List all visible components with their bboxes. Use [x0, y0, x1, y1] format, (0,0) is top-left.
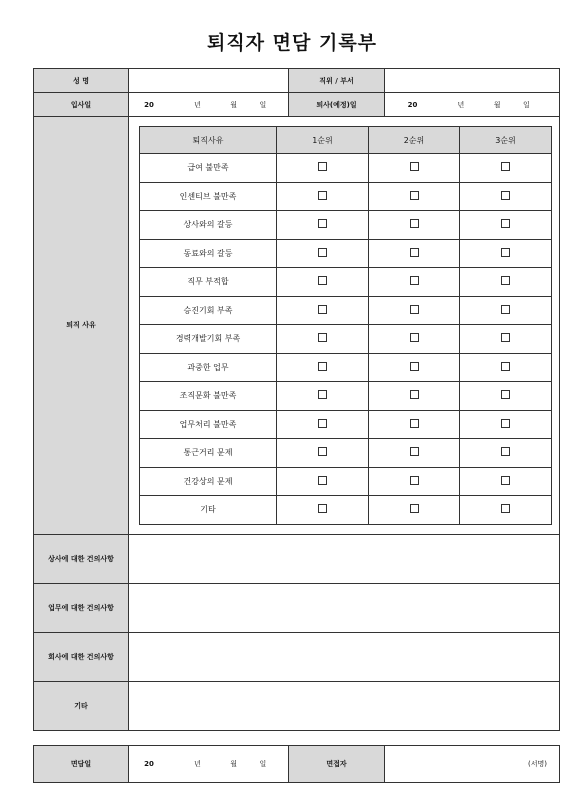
join-month-unit: 월	[230, 100, 237, 109]
other-suggestion-label: 기타	[34, 681, 129, 730]
leave-date-label: 퇴사(예정)일	[289, 93, 385, 117]
rank1-cell	[277, 154, 369, 183]
name-field[interactable]	[129, 69, 289, 93]
work-suggestion-field[interactable]	[129, 583, 560, 632]
rank2-checkbox[interactable]	[410, 162, 419, 171]
reason-label: 건강상의 문제	[140, 467, 277, 496]
reason-row	[140, 296, 552, 325]
rank3-checkbox[interactable]	[501, 162, 510, 171]
rank1-checkbox[interactable]	[318, 362, 327, 371]
reason-label: 직무 부적합	[140, 268, 277, 297]
rank2-cell	[369, 382, 460, 411]
reason-label: 상사와의 갈등	[140, 211, 277, 240]
reason-row	[140, 211, 552, 240]
rank3-cell	[460, 182, 552, 211]
interview-month-unit: 월	[230, 760, 237, 768]
rank3-checkbox[interactable]	[501, 219, 510, 228]
rank2-cell	[369, 296, 460, 325]
reasons-area	[129, 117, 560, 535]
rank3-cell	[460, 268, 552, 297]
col-header-rank3: 3순위	[460, 127, 552, 154]
rank1-cell	[277, 353, 369, 382]
rank2-checkbox[interactable]	[410, 276, 419, 285]
rank1-checkbox[interactable]	[318, 219, 327, 228]
rank2-cell	[369, 325, 460, 354]
work-suggestion-label: 업무에 대한 건의사항	[34, 583, 129, 632]
rank3-checkbox[interactable]	[501, 390, 510, 399]
interview-form	[33, 68, 560, 731]
rank2-checkbox[interactable]	[410, 447, 419, 456]
rank3-checkbox[interactable]	[501, 248, 510, 257]
rank2-checkbox[interactable]	[410, 390, 419, 399]
footer-table	[33, 745, 560, 783]
rank3-checkbox[interactable]	[501, 476, 510, 485]
rank3-checkbox[interactable]	[501, 447, 510, 456]
rank2-checkbox[interactable]	[410, 362, 419, 371]
rank2-checkbox[interactable]	[410, 191, 419, 200]
reason-label: 인센티브 불만족	[140, 182, 277, 211]
other-suggestion-field[interactable]	[129, 681, 560, 730]
rank1-cell	[277, 382, 369, 411]
rank3-checkbox[interactable]	[501, 419, 510, 428]
interviewer-label: 면접자	[289, 746, 385, 783]
interview-year-unit: 년	[193, 760, 201, 768]
leave-month-unit: 월	[493, 100, 501, 109]
rank1-checkbox[interactable]	[318, 333, 327, 342]
reasons-header-row	[140, 127, 552, 154]
reason-label: 과중한 업무	[140, 353, 277, 382]
reason-row	[140, 439, 552, 468]
rank2-cell	[369, 439, 460, 468]
reason-row	[140, 353, 552, 382]
position-label: 직위 / 부서	[289, 69, 385, 93]
reason-row	[140, 325, 552, 354]
rank2-cell	[369, 239, 460, 268]
reason-label: 조직문화 불만족	[140, 382, 277, 411]
reason-row	[140, 239, 552, 268]
name-label: 성 명	[34, 69, 129, 93]
reason-row	[140, 268, 552, 297]
rank1-cell	[277, 268, 369, 297]
reason-rows	[140, 154, 552, 525]
rank3-cell	[460, 410, 552, 439]
join-year-unit: 년	[193, 100, 201, 109]
rank2-checkbox[interactable]	[410, 305, 419, 314]
reason-label: 통근거리 문제	[140, 439, 277, 468]
signature-label: (서명)	[528, 760, 547, 768]
rank2-cell	[369, 410, 460, 439]
rank2-cell	[369, 353, 460, 382]
reason-row	[140, 410, 552, 439]
boss-suggestion-field[interactable]	[129, 534, 560, 583]
rank2-cell	[369, 182, 460, 211]
reason-row	[140, 382, 552, 411]
join-day-unit: 일	[259, 100, 267, 109]
rank1-cell	[277, 211, 369, 240]
rank3-cell	[460, 239, 552, 268]
rank1-checkbox[interactable]	[318, 248, 327, 257]
reasons-table	[139, 126, 552, 525]
rank1-checkbox[interactable]	[318, 276, 327, 285]
reason-label: 경력개발기회 부족	[140, 325, 277, 354]
leave-year-prefix: 20	[407, 100, 418, 109]
reason-label: 동료와의 갈등	[140, 239, 277, 268]
rank3-cell	[460, 211, 552, 240]
reason-label: 기타	[140, 496, 277, 525]
rank3-cell	[460, 154, 552, 183]
rank1-cell	[277, 496, 369, 525]
reason-row	[140, 182, 552, 211]
rank2-cell	[369, 211, 460, 240]
rank3-checkbox[interactable]	[501, 305, 510, 314]
reason-label: 승진기회 부족	[140, 296, 277, 325]
rank1-cell	[277, 439, 369, 468]
rank3-cell	[460, 467, 552, 496]
rank2-cell	[369, 496, 460, 525]
reason-label: 업무처리 불만족	[140, 410, 277, 439]
leave-date-field[interactable]	[385, 93, 560, 117]
reason-label: 급여 불만족	[140, 154, 277, 183]
rank2-checkbox[interactable]	[410, 504, 419, 513]
rank1-checkbox[interactable]	[318, 447, 327, 456]
reason-row	[140, 467, 552, 496]
join-date-field[interactable]	[129, 93, 289, 117]
join-date-label: 입사일	[34, 93, 129, 117]
rank3-cell	[460, 496, 552, 525]
reasons-label: 퇴직 사유	[34, 117, 129, 535]
company-suggestion-field[interactable]	[129, 632, 560, 681]
rank2-cell	[369, 467, 460, 496]
rank1-checkbox[interactable]	[318, 504, 327, 513]
rank1-cell	[277, 325, 369, 354]
rank1-cell	[277, 239, 369, 268]
rank1-cell	[277, 182, 369, 211]
rank3-checkbox[interactable]	[501, 276, 510, 285]
rank1-cell	[277, 467, 369, 496]
join-year-prefix: 20	[144, 100, 154, 109]
rank2-cell	[369, 154, 460, 183]
leave-year-unit: 년	[457, 100, 465, 109]
rank1-checkbox[interactable]	[318, 419, 327, 428]
col-header-reason: 퇴직사유	[140, 127, 277, 154]
rank1-checkbox[interactable]	[318, 390, 327, 399]
interview-year-prefix: 20	[144, 760, 154, 768]
reason-row	[140, 154, 552, 183]
position-field[interactable]	[385, 69, 560, 93]
rank1-checkbox[interactable]	[318, 476, 327, 485]
rank1-checkbox[interactable]	[318, 162, 327, 171]
rank1-checkbox[interactable]	[318, 305, 327, 314]
rank1-cell	[277, 410, 369, 439]
rank3-cell	[460, 353, 552, 382]
rank1-cell	[277, 296, 369, 325]
rank3-cell	[460, 296, 552, 325]
rank3-checkbox[interactable]	[501, 191, 510, 200]
rank3-checkbox[interactable]	[501, 333, 510, 342]
rank3-cell	[460, 325, 552, 354]
rank2-checkbox[interactable]	[410, 476, 419, 485]
col-header-rank1: 1순위	[277, 127, 369, 154]
rank2-cell	[369, 268, 460, 297]
col-header-rank2: 2순위	[369, 127, 460, 154]
rank3-cell	[460, 439, 552, 468]
rank1-checkbox[interactable]	[318, 191, 327, 200]
interviewer-signature-field[interactable]	[385, 746, 560, 783]
boss-suggestion-label: 상사에 대한 건의사항	[34, 534, 129, 583]
rank3-cell	[460, 382, 552, 411]
interview-date-field[interactable]	[129, 746, 289, 783]
rank2-checkbox[interactable]	[410, 219, 419, 228]
interview-day-unit: 일	[259, 760, 267, 768]
rank2-checkbox[interactable]	[410, 419, 419, 428]
leave-day-unit: 일	[522, 100, 530, 109]
rank3-checkbox[interactable]	[501, 504, 510, 513]
page-title: 퇴직자 면담 기록부	[206, 32, 378, 54]
company-suggestion-label: 회사에 대한 건의사항	[34, 632, 129, 681]
interview-date-label: 면담일	[34, 746, 129, 783]
reason-row	[140, 496, 552, 525]
rank3-checkbox[interactable]	[501, 362, 510, 371]
rank2-checkbox[interactable]	[410, 333, 419, 342]
rank2-checkbox[interactable]	[410, 248, 419, 257]
